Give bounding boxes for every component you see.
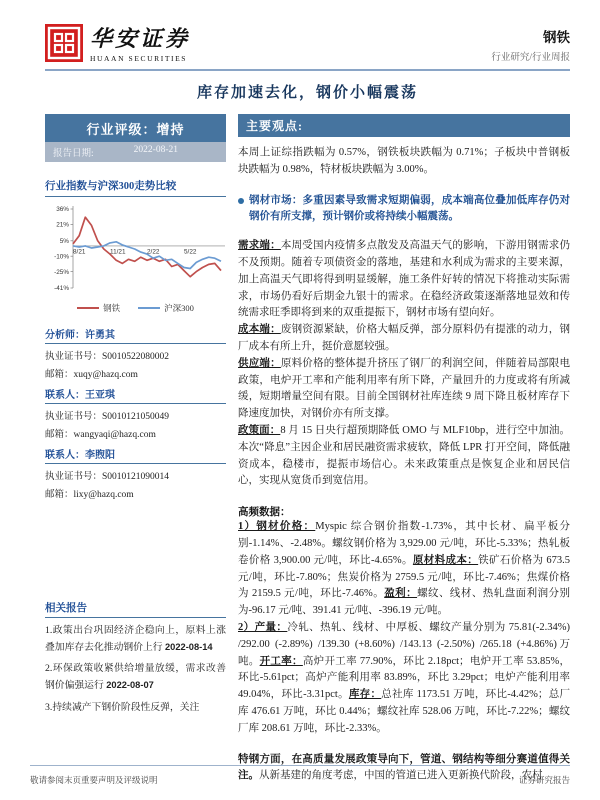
brand-name-cn: 华安证券 (90, 26, 191, 51)
chart-title: 行业指数与沪深300走势比较 (45, 178, 226, 197)
related-reports (45, 600, 226, 716)
svg-text:5/22: 5/22 (184, 248, 197, 256)
report-date-row (45, 142, 226, 162)
analyst-block (45, 386, 226, 440)
contact-email[interactable]: 邮箱：wangyaqi@hazq.com (45, 430, 156, 440)
cost-paragraph: 成本端：废钢资源紧缺，价格大幅反弹，部分原料仍有提涨的动力，钢厂成本有所上升，挺价意愿较强。 (238, 324, 571, 352)
industry-rating-badge: 行业评级：增持 (45, 114, 226, 142)
main-content (238, 114, 570, 785)
svg-text:11/21: 11/21 (110, 248, 126, 256)
svg-text:21%: 21% (56, 221, 69, 229)
svg-text:2/22: 2/22 (147, 248, 160, 256)
related-report-item[interactable] (45, 622, 226, 656)
supply-paragraph: 供应端：原料价格的整体提升挤压了钢厂的利润空间，伴随着局部限电政策，电炉开工率和产能利用率有所下降，产量回升的力度或将有所减缓，短期增量空间有限。目前全国钢材社库连续 9 周下降且板材库存下降速度加快，对钢价亦有所支撑。 (238, 357, 571, 420)
svg-text:8/21: 8/21 (73, 248, 86, 256)
related-reports-title: 相关报告 (45, 600, 226, 618)
hs300-line-swatch (138, 307, 160, 309)
analyst-name: 分析师：许勇其 (45, 326, 226, 344)
sector-label: 钢铁 (543, 30, 570, 45)
analyst-list (45, 326, 226, 500)
svg-text:36%: 36% (56, 206, 69, 214)
related-report-date: 2022-08-14 (165, 642, 213, 653)
footer-divider (30, 765, 570, 766)
report-date-value: 2022-08-21 (133, 145, 178, 155)
footer-disclaimer: 敬请参阅末页重要声明及评级说明 (30, 775, 158, 785)
sidebar (45, 114, 226, 785)
svg-text:5%: 5% (59, 238, 69, 246)
demand-paragraph: 需求端：本周受国内疫情多点散发及高温天气的影响，下游用钢需求仍不及预期。随着专项债资金的落地，基建和水利成为需求的主要来源，加上高温天气即将得到明显缓解，施工条件好转的情况下将推动实际需求，市场仍看好后期金九银十的需求。在稳经济政策逐渐落地显效和传统需求旺季即将到来的双重提振下，钢材市场有望向好。 (238, 240, 571, 319)
related-report-text: 2.环保政策收紧供给增量放缓，需求改善钢价偏强运行 (45, 663, 226, 692)
high-frequency-data-title: 高频数据： (238, 507, 291, 519)
chart-legend (45, 302, 226, 314)
steel-price-paragraph: 1）钢材价格：Myspic 综合钢价指数-1.73%，其中长材、扁平板分别-1.14%、-2.48%。螺纹钢价格为 3,929.00 元/吨，环比-5.33%；热轧板卷价格 3,900.00 元/吨，环比-4.65%。原材料成本：铁矿石价格为 673.5 元/吨，环比-7.80%；焦炭价格为 2759.5 元/吨，环比-7.46%；焦煤价格为 2159.5 元/吨，环比-7.46%。盈利：螺纹、线材、热轧盘面利润分别为-96.17 元/吨、391.41 元/吨、-396.19 元/吨。 (238, 521, 571, 617)
main-views-header: 主要观点: (238, 114, 570, 137)
related-report-text: 3.持续减产下钢价阶段性反弹，关注 (45, 701, 200, 713)
report-title: 库存加速去化，钢价小幅震荡 (196, 85, 418, 101)
report-type-label: 行业研究/行业周报 (491, 53, 570, 63)
related-report-text: 1.政策出台巩固经济企稳向上，原料上涨叠加库存去化推动钢价上行 (45, 625, 226, 654)
bullet-dot-icon (238, 198, 244, 204)
special-steel-paragraph: 特钢方面，在高质量发展政策导向下，管道、钢结构等细分赛道值得关注。从新基建的角度考虑，中国的管道已进入更新换代阶段，农村 (238, 753, 570, 782)
footer-doc-type: 证券研究报告 (518, 775, 570, 785)
policy-paragraph: 政策面：8 月 15 日央行超预期降低 OMO 与 MLF10bp，进行空中加油。本次“降息”主因企业和居民融资需求疲软，降低 LPR 打开空间，降低融资成本，稳楼市，提振市场信心。未来政策重点是恢复企业和居民信心，实现从宽货币到宽信用。 (238, 424, 570, 487)
key-point-bullet (238, 193, 570, 227)
brand-name-en: HUAAN SECURITIES (90, 54, 188, 63)
brand (45, 22, 190, 63)
content-columns (45, 114, 570, 785)
contact-name: 联系人：王亚琪 (45, 386, 226, 404)
page-footer (30, 765, 570, 786)
legend-label-hs300: 沪深300 (164, 303, 194, 313)
analyst-block (45, 326, 226, 380)
analyst-email[interactable]: 邮箱：xuqy@hazq.com (45, 370, 138, 380)
svg-text:-10%: -10% (54, 253, 69, 261)
market-summary-paragraph: 本周上证综指跌幅为 0.57%，钢铁板块跌幅为 0.71%；子板块中普钢板块跌幅为 0.98%，特材板块跌幅为 3.00%。 (238, 147, 570, 175)
huaan-seal-logo (45, 24, 83, 62)
legend-item-hs300 (138, 302, 194, 314)
contact-email[interactable]: 邮箱：lixy@hazq.com (45, 490, 134, 500)
related-report-item[interactable] (45, 660, 226, 694)
legend-label-steel: 钢铁 (103, 303, 121, 313)
key-point-text: 钢材市场：多重因素导致需求短期偏弱，成本端高位叠加低库存仍对钢价有所支撑，预计钢价或将持续小幅震荡。 (249, 194, 570, 223)
header-meta (491, 22, 570, 63)
header-divider (45, 69, 570, 71)
analysis-block (238, 238, 570, 490)
index-trend-chart (45, 201, 226, 304)
report-header (45, 22, 570, 63)
svg-text:-25%: -25% (54, 268, 69, 276)
analyst-cert: 执业证书号：S0010522080002 (45, 352, 170, 362)
related-report-item[interactable] (45, 699, 226, 716)
output-paragraph: 2）产量：冷轧、热轧、线材、中厚板、螺纹产量分别为 75.81(-2.34%) /292.00 (-2.89%) /139.30 (+8.60%) /143.13 (-2.50%) /265.18 (+4.86%)万吨。开工率：高炉开工率 77.90%，环比 2.18pct；电炉开工率 53.85%，环比-5.61pct；高炉产能利用率 83.89%，环比 3.29pct；电炉产能利用率 49.04%，环比-3.31pct。库存：总社库 1173.51 万吨，环比-4.42%；总厂库 476.61 万吨，环比 0.44%；螺纹社库 528.06 万吨，环比-7.22%；螺纹厂库 208.61 万吨，环比-2.33%。 (238, 621, 571, 734)
contact-cert: 执业证书号：S0010121090014 (45, 472, 170, 482)
brand-text (90, 22, 190, 63)
contact-cert: 执业证书号：S0010121050049 (45, 412, 170, 422)
analyst-block (45, 446, 226, 500)
related-report-date: 2022-08-07 (106, 680, 154, 691)
contact-name: 联系人：李煦阳 (45, 446, 226, 464)
legend-item-steel (77, 302, 120, 314)
steel-line-swatch (77, 307, 99, 309)
report-date-label: 报告日期: (53, 149, 94, 159)
svg-text:-41%: -41% (54, 285, 69, 293)
